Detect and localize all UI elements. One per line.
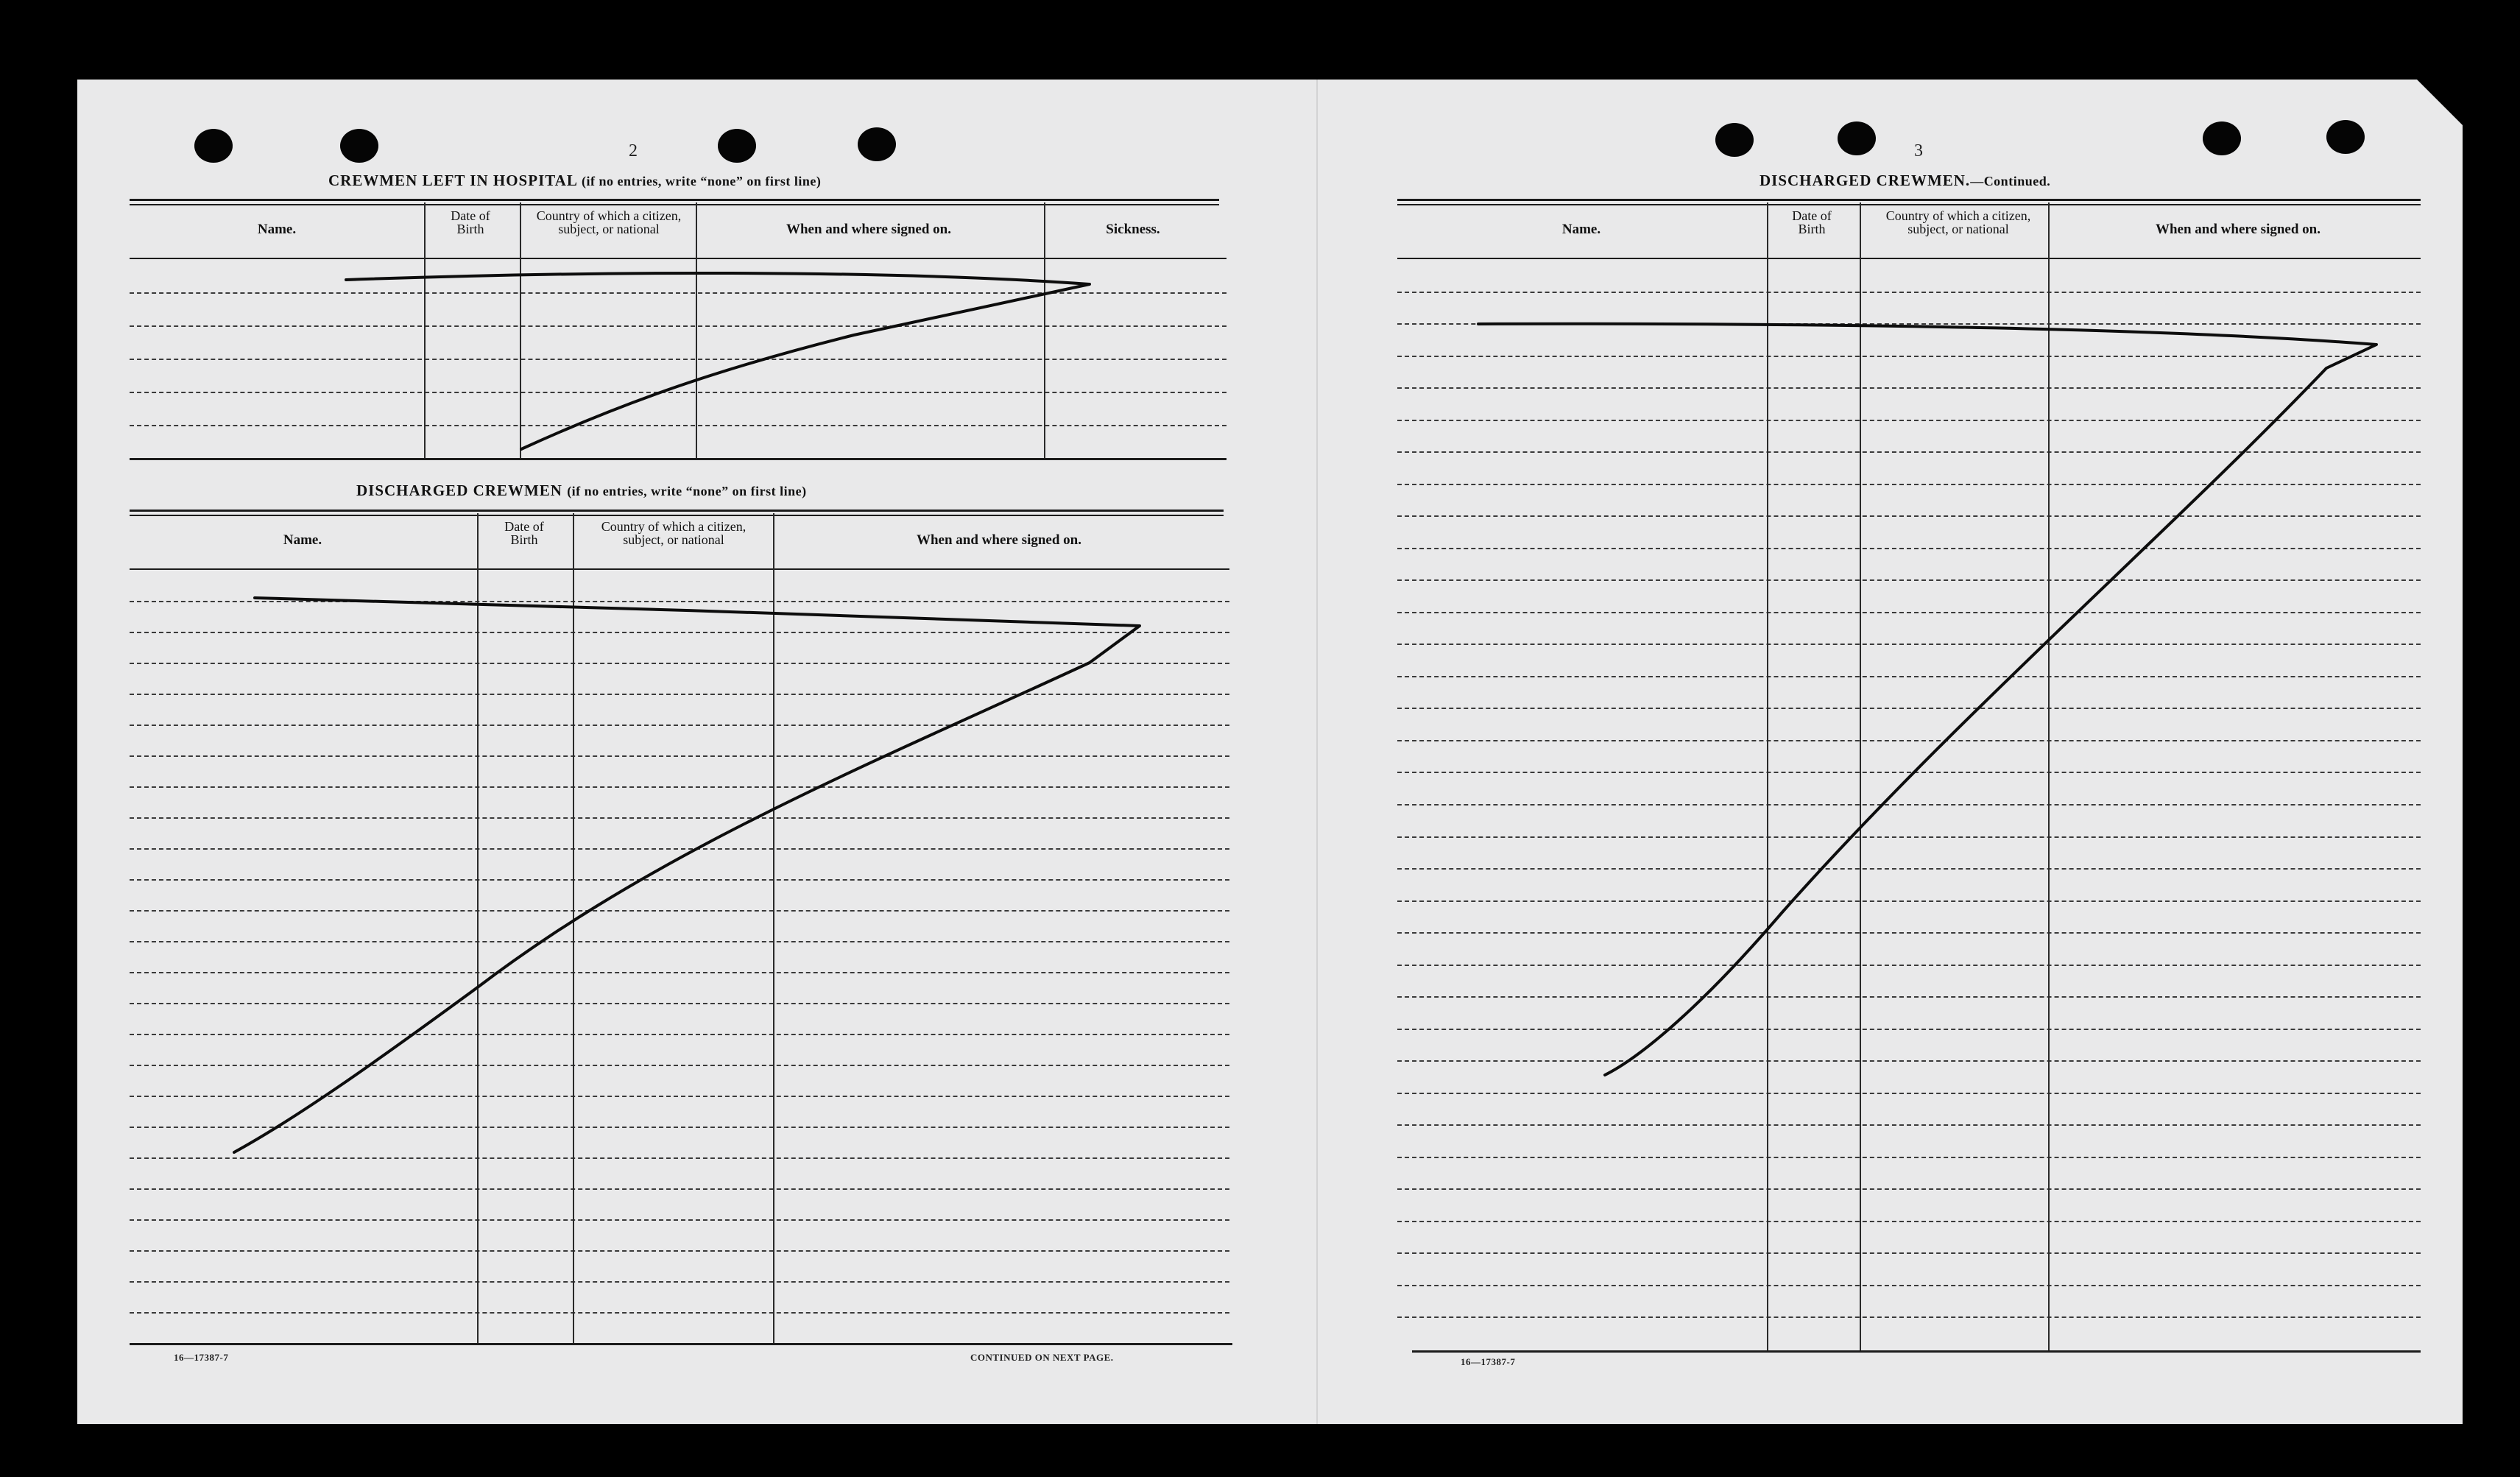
- form-number-left: 16—17387-7: [174, 1352, 229, 1363]
- page-number-right: 3: [1914, 141, 1923, 161]
- hospital-col-country: Country of which a citizen, subject, or national: [536, 208, 682, 236]
- discharged-col-dob: Date of Birth: [504, 519, 544, 547]
- discharged-col-signed-on: When and where signed on.: [916, 532, 1081, 548]
- continued-note: CONTINUED ON NEXT PAGE.: [970, 1352, 1114, 1363]
- continued-col-dob: Date of Birth: [1792, 208, 1832, 236]
- discharged-z-stroke: [234, 598, 1140, 1152]
- form-number-right: 16—17387-7: [1461, 1356, 1516, 1367]
- continued-col-country: Country of which a citizen, subject, or national: [1885, 208, 2031, 236]
- discharged-subtitle-text: (if no entries, write “none” on first line): [567, 484, 807, 498]
- discharged-col-country: Country of which a citizen, subject, or national: [601, 519, 747, 547]
- hospital-title-text: CREWMEN LEFT IN HOSPITAL: [328, 172, 577, 189]
- hospital-col-sickness: Sickness.: [1106, 222, 1160, 237]
- discharged-col-name: Name.: [283, 532, 322, 548]
- hospital-col-dob: Date of Birth: [451, 208, 490, 236]
- continued-col-name: Name.: [1561, 222, 1601, 237]
- continued-subtitle-text: —Continued.: [1970, 174, 2051, 188]
- page-number-left: 2: [629, 141, 638, 161]
- hospital-subtitle-text: (if no entries, write “none” on first line): [581, 174, 822, 188]
- continued-z-stroke: [1478, 324, 2376, 1075]
- hospital-z-stroke: [346, 273, 1090, 449]
- continued-title-text: DISCHARGED CREWMEN.: [1760, 172, 1971, 189]
- discharged-title-text: DISCHARGED CREWMEN: [356, 482, 562, 499]
- continued-col-signed-on: When and where signed on.: [2155, 222, 2320, 237]
- hospital-col-name: Name.: [257, 222, 297, 237]
- hospital-col-signed-on: When and where signed on.: [786, 222, 951, 237]
